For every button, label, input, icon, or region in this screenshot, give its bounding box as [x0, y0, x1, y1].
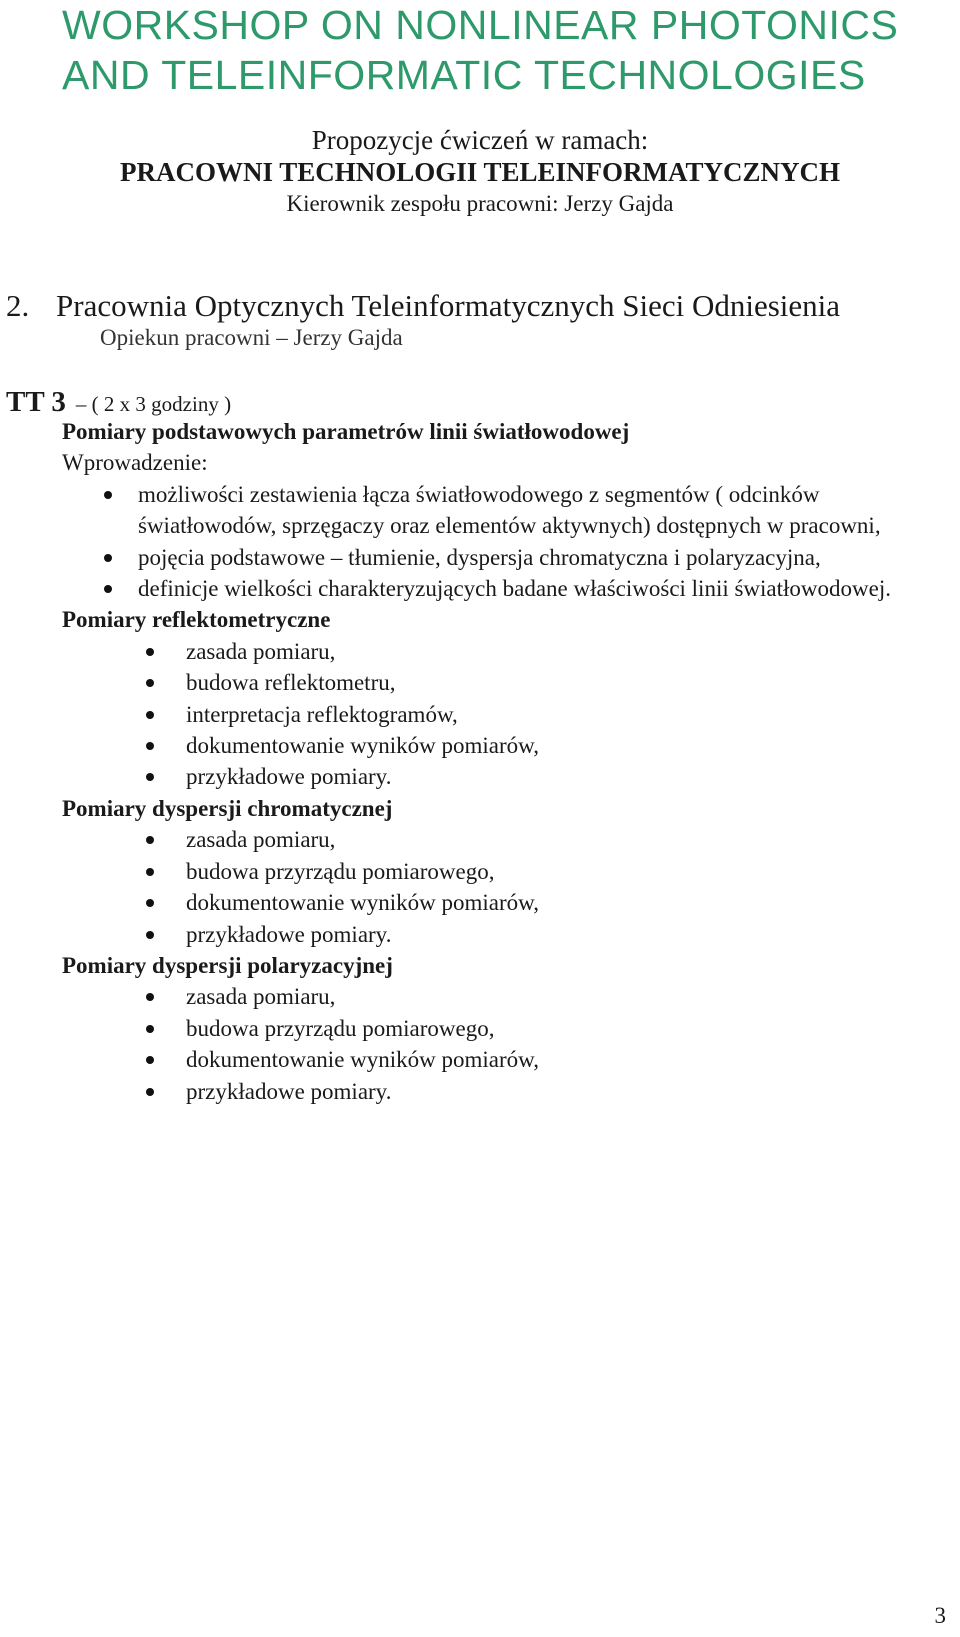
list-item-text: zasada pomiaru, [186, 984, 336, 1010]
section-supervisor: Opiekun pracowni – Jerzy Gajda [100, 325, 403, 350]
section-heading [6, 286, 840, 326]
group-list [62, 981, 942, 1107]
list-item-text: możliwości zestawienia łącza światłowodowego z segmentów ( odcinków światłowodów, sprzęgaczy oraz elementów aktywnych) dostępnych w pracowni, [138, 481, 881, 539]
exercise-content [62, 416, 942, 1107]
exercise-header [6, 386, 231, 419]
document-header [0, 124, 960, 220]
list-item [62, 542, 942, 573]
list-item-text: dokumentowanie wyników pomiarów, [186, 890, 540, 916]
list-item [62, 573, 942, 604]
bullet-icon [146, 711, 154, 719]
bullet-icon [146, 1056, 154, 1064]
list-item [62, 1013, 942, 1044]
list-item-text: interpretacja reflektogramów, [186, 701, 458, 727]
bullet-icon [146, 931, 154, 939]
bullet-icon [146, 1025, 154, 1033]
list-item [62, 824, 942, 855]
list-item-text: przykładowe pomiary. [186, 764, 392, 790]
bullet-icon [146, 742, 154, 750]
intro-label: Wprowadzenie: [62, 450, 208, 476]
list-item [62, 761, 942, 792]
list-item-text: budowa reflektometru, [186, 670, 396, 696]
intro-list [62, 479, 942, 605]
bullet-icon [146, 648, 154, 656]
list-item-text: dokumentowanie wyników pomiarów, [186, 733, 540, 759]
bullet-icon [104, 491, 112, 499]
list-item-text: dokumentowanie wyników pomiarów, [186, 1047, 540, 1073]
bullet-icon [146, 1088, 154, 1096]
lab-name: PRACOWNI TECHNOLOGII TELEINFORMATYCZNYCH [119, 157, 841, 187]
list-item [62, 730, 942, 761]
group-list [62, 824, 942, 950]
list-item-text: zasada pomiaru, [186, 827, 336, 853]
list-item [62, 699, 942, 730]
list-item-text: pojęcia podstawowe – tłumienie, dyspersja chromatyczna i polaryzacyjna, [138, 544, 821, 570]
proposal-line: Propozycje ćwiczeń w ramach: [311, 125, 649, 155]
workshop-banner [62, 0, 898, 100]
list-item [62, 667, 942, 698]
list-item [62, 981, 942, 1012]
list-item-text: przykładowe pomiary. [186, 1078, 392, 1104]
bullet-icon [146, 836, 154, 844]
bullet-icon [146, 993, 154, 1001]
banner-line-1: WORKSHOP ON NONLINEAR PHOTONICS [62, 2, 899, 48]
exercise-title: Pomiary podstawowych parametrów linii światłowodowej [62, 419, 630, 444]
exercise-code: TT 3 [6, 386, 66, 418]
group-title: Pomiary dyspersji chromatycznej [62, 795, 393, 821]
bullet-icon [104, 585, 112, 593]
list-item [62, 856, 942, 887]
bullet-icon [104, 554, 112, 562]
list-item-text: budowa przyrządu pomiarowego, [186, 858, 495, 884]
list-item [62, 1076, 942, 1107]
group-title: Pomiary dyspersji polaryzacyjnej [62, 952, 393, 978]
lab-head: Kierownik zespołu pracowni: Jerzy Gajda [286, 191, 674, 216]
section-title: Pracownia Optycznych Teleinformatycznych Sieci Odniesienia [56, 288, 841, 323]
list-item-text: przykładowe pomiary. [186, 921, 392, 947]
group-title: Pomiary reflektometryczne [62, 607, 331, 633]
section-number: 2. [6, 288, 30, 323]
bullet-icon [146, 899, 154, 907]
list-item-text: budowa przyrządu pomiarowego, [186, 1015, 495, 1041]
group-list [62, 636, 942, 793]
list-item [62, 1044, 942, 1075]
exercise-hours: – ( 2 x 3 godziny ) [75, 392, 232, 416]
banner-line-2: AND TELEINFORMATIC TECHNOLOGIES [62, 52, 866, 98]
list-item [62, 479, 942, 542]
bullet-icon [146, 679, 154, 687]
page-number: 3 [934, 1603, 946, 1628]
list-item [62, 887, 942, 918]
bullet-icon [146, 868, 154, 876]
list-item-text: zasada pomiaru, [186, 638, 336, 664]
list-item [62, 919, 942, 950]
list-item [62, 636, 942, 667]
bullet-icon [146, 773, 154, 781]
list-item-text: definicje wielkości charakteryzujących badane właściwości linii światłowodowej. [138, 576, 891, 602]
